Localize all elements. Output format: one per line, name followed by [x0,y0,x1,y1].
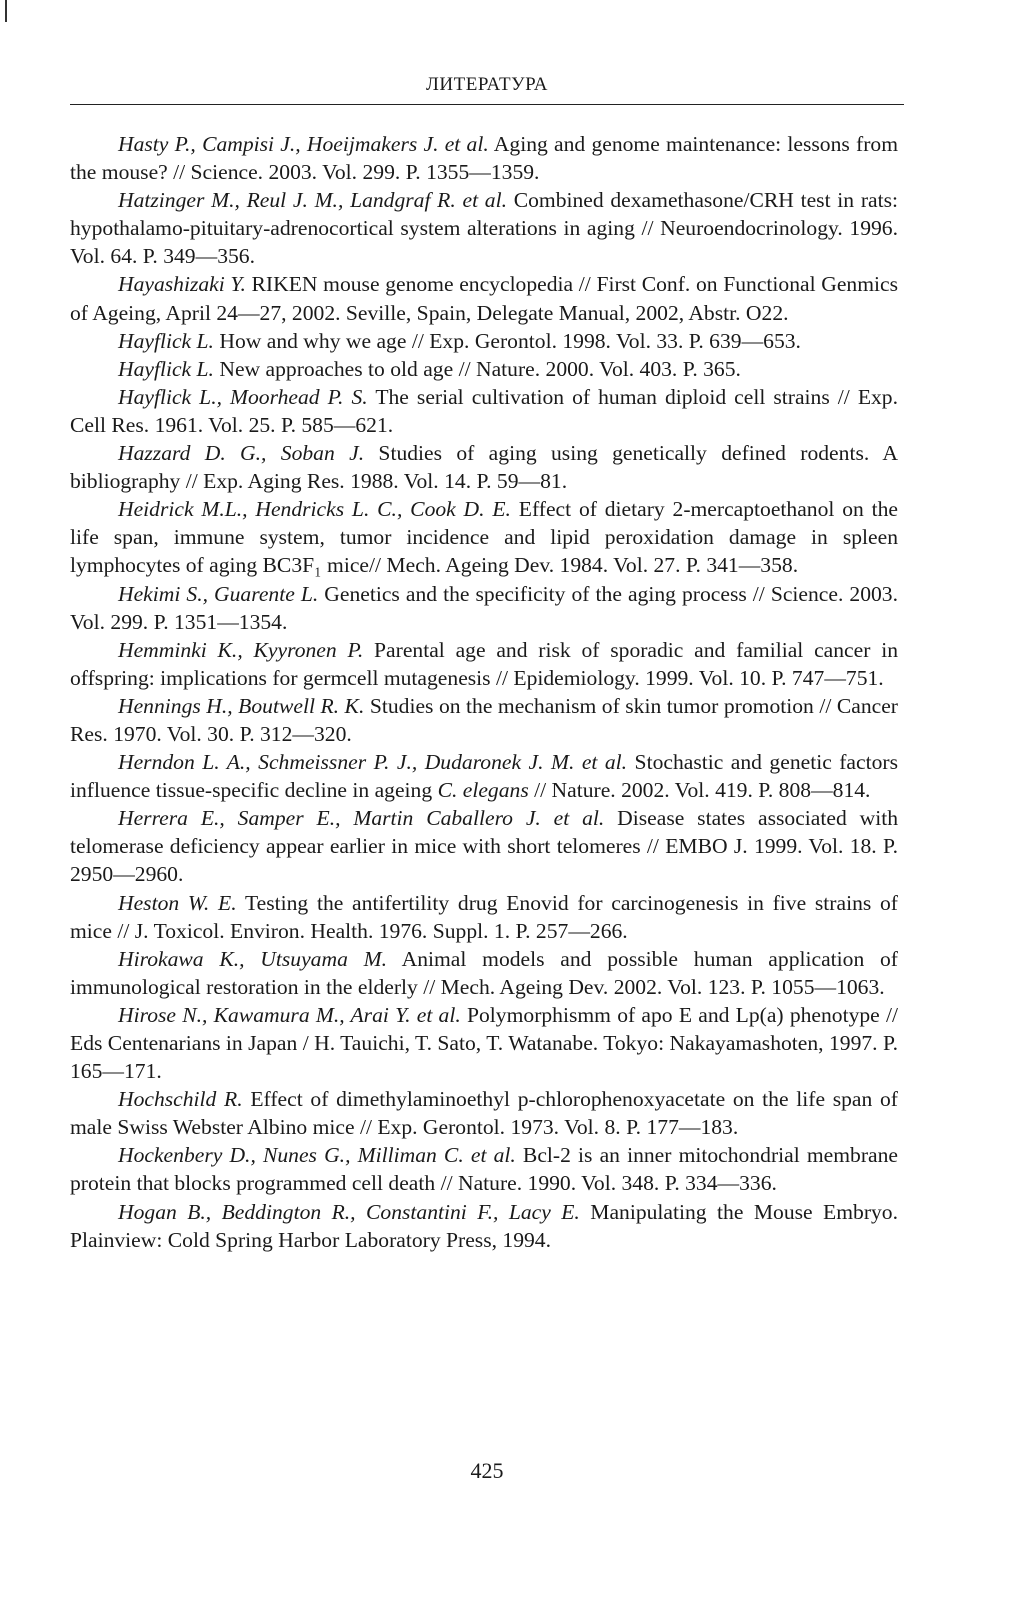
reference-text: Genetics and the specificity of the aging process // Science. 2003. Vol. 299. P. 1351—1354. [70,581,899,634]
header-rule [70,104,904,105]
reference-list [70,130,898,1254]
reference-entry [70,580,898,636]
reference-authors: Hasty P., Campisi J., Hoeijmakers J. et al. [118,132,489,156]
scan-edge-mark [5,0,7,22]
reference-entry [70,889,898,945]
reference-text: New approaches to old age // Nature. 2000. Vol. 403. P. 365. [213,356,741,381]
reference-entry [70,1198,898,1254]
reference-authors: Hemminki K., Kyyronen P. [118,637,364,662]
reference-entry [70,439,898,495]
reference-text: Manipulating the Mouse Embryo. Plainview: Cold Spring Harbor Laboratory Press, 1994. [70,1199,898,1252]
reference-authors: Hayflick L. [118,356,214,381]
reference-text: Effect of dimethylaminoethyl p-chlorophenoxyacetate on the life span of male Swiss Webster Albino mice // Exp. Gerontol. 1973. Vol. 8. P. 177—183. [70,1087,898,1140]
reference-text: How and why we age // Exp. Gerontol. 1998. Vol. 33. P. 639—653. [213,328,801,353]
reference-entry [70,804,898,888]
reference-entry [70,355,898,383]
reference-entry [70,1085,898,1141]
reference-text: Studies on the mechanism of skin tumor promotion // Cancer Res. 1970. Vol. 30. P. 312—320. [70,693,898,746]
reference-authors: Hogan B., Beddington R., Constantini F., Lacy E. [118,1199,580,1224]
reference-entry [70,692,898,748]
reference-authors: Heston W. E. [118,890,237,915]
reference-text: Bcl-2 is an inner mitochondrial membrane protein that blocks programmed cell death // Nature. 1990. Vol. 348. P. 334—336. [70,1143,898,1196]
reference-entry [70,186,898,270]
reference-authors: Hennings H., Boutwell R. K. [118,693,365,718]
reference-entry [70,383,898,439]
reference-entry [70,1141,898,1197]
reference-text: The serial cultivation of human diploid cell strains // Exp. Cell Res. 1961. Vol. 25. P. 585—621. [70,384,898,437]
reference-authors: Heidrick M.L., Hendricks L. C., Cook D. E. [118,497,511,522]
reference-text: Animal models and possible human application of immunological restoration in the elderly // Mech. Ageing Dev. 2002. Vol. 123. P. 1055—1063. [70,946,899,999]
reference-text: Combined dexamethasone/CRH test in rats: hypothalamo-pituitary-adrenocortical system alterations in aging // Neuroendocrinology. 1996. Vol. 64. P. 349—356. [70,188,898,269]
reference-text: Studies of aging using genetically defined rodents. A bibliography // Exp. Aging Res. 1988. Vol. 14. P. 59—81. [70,441,898,494]
page-number: 425 [470,1458,504,1483]
reference-entry [70,748,898,804]
reference-authors: Herndon L. A., Schmeissner P. J., Dudaronek J. M. et al. [118,750,628,775]
reference-entry [70,495,898,579]
reference-entry [70,636,898,692]
reference-authors: Hockenbery D., Nunes G., Milliman C. et al. [118,1143,516,1168]
reference-authors: Hekimi S., Guarente L. [118,581,319,606]
reference-authors: Hazzard D. G., Soban J. [118,441,365,466]
reference-text: // Nature. 2002. Vol. 419. P. 808—814. [528,778,871,803]
reference-authors: Hirokawa K., Utsuyama M. [118,946,388,971]
reference-authors: Hatzinger M., Reul J. M., Landgraf R. et al. [118,188,507,213]
species-name: C. elegans [437,778,529,803]
reference-authors: Hirose N., Kawamura M., Arai Y. et al. [118,1002,461,1027]
reference-text: Effect of dietary 2-mercaptoethanol on the life span, immune system, tumor incidence and lipid peroxidation damage in spleen lymphocytes of aging BC3F₁ mice// Mech. Ageing Dev. 1984. Vol. 27. P. 341—358. [70,497,898,578]
reference-authors: Herrera E., Samper E., Martin Caballero J. et al. [118,806,605,831]
reference-authors: Hayflick L., Moorhead P. S. [118,384,368,409]
reference-text: Disease states associated with telomerase deficiency appear earlier in mice with short telomeres // EMBO J. 1999. Vol. 18. P. 2950—2960. [70,806,898,887]
reference-text: Stochastic and genetic factors influence tissue-specific decline in ageing [70,750,898,803]
reference-entry [70,945,898,1001]
reference-authors: Hayashizaki Y. [118,272,246,297]
running-header: ЛИТЕРАТУРА [426,74,548,95]
reference-authors: Hayflick L. [118,328,214,353]
reference-text: RIKEN mouse genome encyclopedia // First Conf. on Functional Genmics of Ageing, April 24—27, 2002. Seville, Spain, Delegate Manual, 2002, Abstr. O22. [70,272,899,325]
reference-entry [70,1001,898,1085]
reference-entry [70,130,898,186]
reference-text: Testing the antifertility drug Enovid for carcinogenesis in five strains of mice // J. Toxicol. Environ. Health. 1976. Suppl. 1. P. 257—266. [70,890,898,943]
reference-entry [70,327,898,355]
reference-entry [70,270,898,326]
reference-text: Aging and genome maintenance: lessons from the mouse? // Science. 2003. Vol. 299. P. 1355—1359. [70,132,898,185]
reference-text: Parental age and risk of sporadic and familial cancer in offspring: implications for germcell mutagenesis // Epidemiology. 1999. Vol. 10. P. 747—751. [70,637,898,690]
reference-authors: Hochschild R. [118,1087,243,1112]
reference-text: Polymorphismm of apo E and Lp(a) phenotype // Eds Centenarians in Japan / H. Tauichi, T. Sato, T. Watanabe. Tokyo: Nakayamashoten, 1997. P. 165—171. [70,1002,898,1084]
